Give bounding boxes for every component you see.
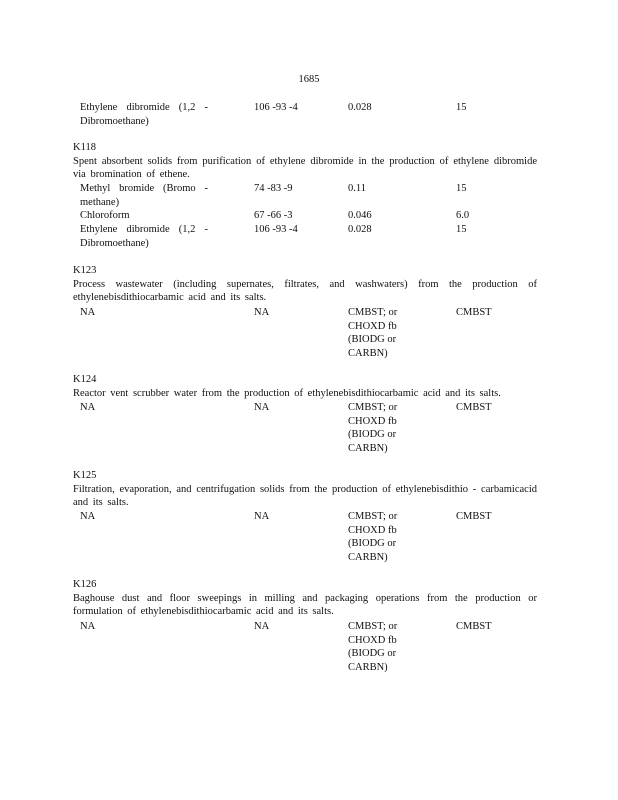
wastewater-standard: 0.11: [348, 183, 366, 194]
technology-line: CARBN): [348, 347, 388, 359]
cas-number: NA: [254, 402, 270, 413]
technology-line: CMBST; or: [348, 511, 398, 522]
technology-line: CHOXD fb: [348, 634, 397, 646]
technology-line: (BIODG or: [348, 648, 397, 660]
technology-line: CMBST; or: [348, 307, 398, 318]
wastewater-standard: [348, 401, 408, 455]
constituent-name: Chloroform: [80, 210, 130, 221]
cas-number: NA: [254, 511, 270, 522]
technology-line: CHOXD fb: [348, 524, 397, 536]
waste-description: Spent absorbent solids from purification of ethylene dibromide in the production of ethylene dibromide via bromination of ethene.: [73, 155, 537, 181]
waste-description: Baghouse dust and floor sweepings in milling and packaging operations from the production or formulation of ethylenebisdithiocarbamic acid and its salts.: [73, 592, 537, 618]
cas-number: 74 -83 -9: [254, 183, 293, 194]
constituent-name: NA: [80, 511, 96, 522]
wastewater-standard: 0.028: [348, 102, 372, 113]
technology-line: CARBN): [348, 442, 388, 454]
page-number: 1685: [298, 74, 320, 85]
waste-description: Process wastewater (including supernates, filtrates, and washwaters) from the production of ethylenebisdithiocarbamic acid and its salts.: [73, 278, 537, 304]
nonwastewater-standard: 6.0: [456, 210, 470, 221]
waste-code: K124: [73, 374, 97, 385]
constituent-name: NA: [80, 621, 96, 632]
waste-description: Filtration, evaporation, and centrifugation solids from the production of ethylenebisdithio - carbamicacid and its salts.: [73, 483, 537, 509]
wastewater-standard: [348, 306, 408, 360]
nonwastewater-standard: 15: [456, 102, 467, 113]
cas-number: NA: [254, 621, 270, 632]
technology-line: CHOXD fb: [348, 320, 397, 332]
cas-number: 67 -66 -3: [254, 210, 293, 221]
constituent-name: Methyl bromide (Bromo - methane): [80, 183, 208, 208]
nonwastewater-standard: CMBST: [456, 621, 492, 632]
technology-line: CARBN): [348, 661, 388, 673]
nonwastewater-standard: CMBST: [456, 402, 492, 413]
wastewater-standard: 0.046: [348, 210, 372, 221]
waste-code-k118: [73, 141, 543, 182]
cas-number: NA: [254, 307, 270, 318]
waste-description: Reactor vent scrubber water from the production of ethylenebisdithiocarbamic acid and its salts.: [73, 387, 501, 399]
technology-line: CHOXD fb: [348, 415, 397, 427]
constituent-name: Ethylene dibromide (1,2 - Dibromoethane): [80, 224, 208, 249]
waste-code-k124: [73, 373, 543, 400]
nonwastewater-standard: 15: [456, 183, 467, 194]
wastewater-standard: [348, 510, 408, 564]
constituent-name: NA: [80, 402, 96, 413]
nonwastewater-standard: CMBST: [456, 511, 492, 522]
technology-line: (BIODG or: [348, 334, 397, 346]
technology-line: CMBST; or: [348, 621, 398, 632]
waste-code: K125: [73, 470, 97, 481]
waste-code-k123: [73, 264, 543, 305]
constituent-name: NA: [80, 307, 96, 318]
waste-code-k126: [73, 578, 543, 619]
wastewater-standard: [348, 620, 408, 674]
wastewater-standard: 0.028: [348, 224, 372, 235]
nonwastewater-standard: 15: [456, 224, 467, 235]
nonwastewater-standard: CMBST: [456, 307, 492, 318]
waste-code-k125: [73, 469, 543, 510]
cas-number: 106 -93 -4: [254, 102, 298, 113]
technology-line: CARBN): [348, 551, 388, 563]
constituent-name: Ethylene dibromide (1,2 - Dibromoethane): [80, 102, 208, 127]
waste-code: K126: [73, 579, 97, 590]
technology-line: (BIODG or: [348, 538, 397, 550]
waste-code: K118: [73, 142, 96, 153]
cas-number: 106 -93 -4: [254, 224, 298, 235]
technology-line: CMBST; or: [348, 402, 398, 413]
waste-code: K123: [73, 265, 97, 276]
technology-line: (BIODG or: [348, 429, 397, 441]
